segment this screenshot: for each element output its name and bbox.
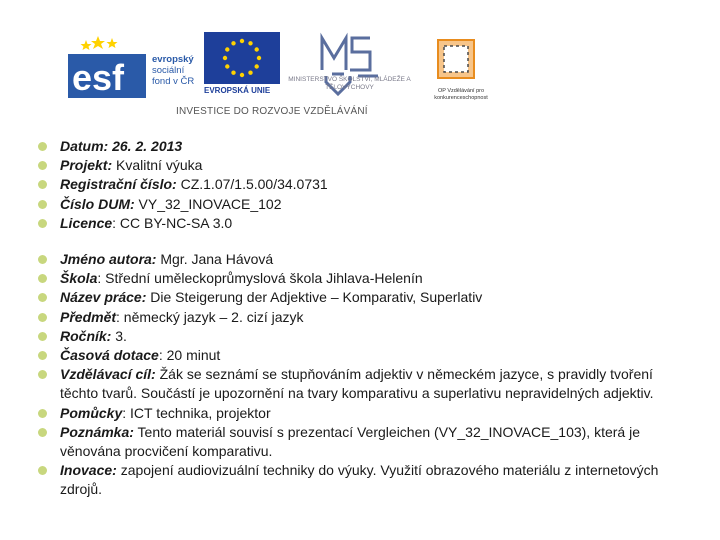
eu-star-icon: [255, 64, 259, 68]
item-label: Název práce:: [60, 289, 147, 306]
bullet-icon: [38, 332, 47, 341]
list-item: [38, 327, 678, 346]
bullet-icon: [38, 313, 47, 322]
item-value: Mgr. Jana Hávová: [156, 251, 274, 267]
bullet-icon: [38, 409, 47, 418]
item-label: Ročník:: [60, 327, 112, 344]
item-label: Jméno autora:: [60, 251, 157, 267]
bullet-icon: [38, 293, 47, 302]
list-item: [38, 269, 678, 288]
bullet-icon: [38, 142, 47, 151]
bullet-icon: [38, 274, 47, 283]
list-item: [38, 250, 678, 269]
list-item: [38, 137, 678, 156]
eu-star-icon: [225, 64, 229, 68]
item-label: Projekt:: [60, 157, 113, 174]
eu-star-icon: [240, 73, 244, 77]
author-info-list: [38, 250, 678, 500]
item-value: : Střední uměleckoprůmyslová škola Jihlava-Helenín: [97, 270, 423, 287]
msmt-label: MINISTERSTVO ŠKOLSTVÍ, MLÁDEŽE A TĚLOVÝCHOVY: [288, 76, 411, 91]
investment-banner: INVESTICE DO ROZVOJE VZDĚLÁVÁNÍ: [176, 106, 368, 117]
item-label: Licence: [60, 214, 113, 231]
eu-label: EVROPSKÁ UNIE: [204, 86, 271, 95]
eu-star-icon: [255, 47, 259, 51]
bullet-icon: [38, 161, 47, 170]
item-label: Časová dotace: [60, 347, 159, 364]
list-item: [38, 288, 678, 307]
opvk-label: OP Vzdělávání pro konkurenceschopnost: [434, 88, 488, 101]
list-item: [38, 346, 678, 365]
item-value: Žák se seznámí se stupňováním adjektiv v německém jazyce, s pravidly tvoření těchto tvarů. Součástí je upozornění na tvary komparativu a superlativu nepravidelných adjektiv.: [60, 366, 654, 402]
list-item: [38, 214, 678, 233]
eu-star-icon: [257, 56, 261, 60]
item-value: zapojení audiovizuální techniky do výuky. Využití obrazového materiálu z internetových zdrojů.: [60, 462, 659, 498]
msmt-logo: [282, 32, 412, 112]
list-item: [38, 461, 678, 499]
item-label: Inovace:: [60, 462, 117, 479]
opvk-logo: [414, 32, 504, 116]
bullet-icon: [38, 466, 47, 475]
bullet-icon: [38, 219, 47, 228]
item-value: CZ.1.07/1.5.00/34.0731: [176, 176, 328, 193]
item-label: Datum: 26. 2. 2013: [60, 138, 183, 154]
eu-star-icon: [248, 71, 252, 75]
bullet-icon: [38, 428, 47, 437]
eu-star-icon: [231, 41, 235, 45]
svg-text:esf: esf: [72, 57, 125, 98]
list-item: [38, 156, 678, 175]
eu-star-icon: [223, 56, 227, 60]
list-item: [38, 195, 678, 214]
esf-label: evropský sociální fond v ČR: [152, 54, 195, 87]
item-value: Kvalitní výuka: [112, 157, 203, 174]
item-label: Pomůcky: [60, 404, 123, 421]
item-label: Vzdělávací cíl:: [60, 366, 156, 383]
eu-star-icon: [225, 47, 229, 51]
bullet-icon: [38, 200, 47, 209]
item-label: Poznámka:: [60, 423, 134, 440]
item-value: Die Steigerung der Adjektive – Komparativ, Superlativ: [146, 289, 483, 306]
list-item: [38, 175, 678, 194]
list-item: [38, 423, 678, 461]
eu-star-icon: [240, 39, 244, 43]
item-label: Číslo DUM:: [60, 195, 135, 212]
list-item: [38, 404, 678, 423]
item-value: : CC BY-NC-SA 3.0: [112, 214, 233, 231]
project-info-list: [38, 137, 678, 233]
list-item: [38, 308, 678, 327]
eu-star-icon: [248, 41, 252, 45]
bullet-icon: [38, 180, 47, 189]
item-value: Tento materiál souvisí s prezentací Vergleichen (VY_32_INOVACE_103), která je věnována procvičení komparativu.: [60, 423, 640, 460]
item-value: : německý jazyk – 2. cizí jazyk: [116, 308, 304, 325]
item-value: VY_32_INOVACE_102: [134, 195, 282, 212]
eu-flag-icon: [204, 32, 280, 84]
logo-banner: [60, 26, 510, 126]
bullet-icon: [38, 255, 47, 264]
item-value: 3.: [111, 327, 127, 344]
list-item: [38, 365, 678, 403]
bullet-icon: [38, 370, 47, 379]
item-label: Škola: [60, 270, 98, 287]
item-label: Předmět: [60, 308, 117, 325]
eu-star-icon: [231, 71, 235, 75]
item-value: : 20 minut: [158, 347, 221, 364]
bullet-icon: [38, 351, 47, 360]
item-value: : ICT technika, projektor: [122, 404, 271, 421]
item-label: Registrační číslo:: [60, 176, 177, 193]
